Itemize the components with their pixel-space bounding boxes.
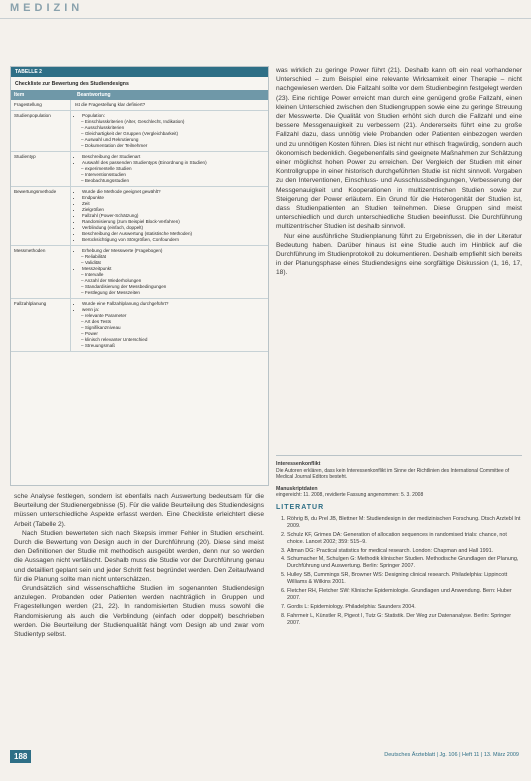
table-label: TABELLE 2 [11, 67, 268, 77]
table-line: – Art des Tests [81, 319, 112, 324]
table-bullet: • Berücksichtigung von Störgrößen, Confoundern [82, 237, 264, 243]
table-cell-item: Messmethoden [11, 246, 71, 298]
table-bullet: • Randomisierung (zum Beispiel Block-Verfahren) [82, 219, 264, 225]
table-row [11, 299, 268, 352]
table-bullet: • Zielgrößen [82, 207, 264, 213]
table-bullet: • Population: [82, 113, 264, 119]
literature-list [276, 516, 522, 627]
conflict-text: Die Autoren erklären, dass kein Interessenkonflikt im Sinne der Richtlinien des International Committee of Medical Journal Editors besteht. [276, 467, 510, 481]
table-cell-answer [71, 111, 268, 151]
table-col-answer: Beantwortung [77, 92, 111, 98]
table-line: – Anzahl der Wiederholungen [81, 278, 142, 283]
table-bullet: • Wurde eine Fallzahlplanung durchgeführt? [82, 301, 264, 307]
body-paragraph: was wirklich zu geringe Power führt (21). Deshalb kann oft ein real vorhandener Unterschied – zum Beispiel eine relevante Wirksamkeit einer Therapie – nicht nachgewiesen werden. Die Fallzahl sollte vor dem Studienbeginn festgelegt werden (23). Eine richtige Power erreicht man durch eine genügend große Fallzahl, einen kleinen Unterschied zwischen den Studiengruppen sowie eine zu geringe Streuung der Messwerte. Die Qualität von Studien erhöht sich durch die Fallzahl und eine bessere Messgenauigkeit zu verbessern (21). Andererseits führt eine zu große Fallzahl dazu, dass unnötig viele Probanden oder Patienten einbezogen werden und zu unnötigen Kosten führen. Dies ist nicht nur ethisch fragwürdig, sondern auch ökonomisch bedenklich. Gegebenenfalls sind geeignete Maßnahmen zur Schätzung einer möglichst hohen Power zu erreichen. Der Vergleich der Studien mit einer Kontrollgruppe in einer historisch durchgeführten Studie ist nicht sinnvoll. Vorgaben zu den Interventionen, Einschluss- und Ausschlussbedingungen, Verbesserung der Messgenauigkeit und Kooperationen in multizentrischen Studien sowie zur Steigerung der Power erläutern. Ein Grund für die Heterogenität der Studien ist, dass Studienpatienten an Studien teilnehmen. Diese Gruppen sind meist unterschiedlich und durch unterschiedliche Studien beeinflusst. Die Durchführung multizentrischer Studien ist deshalb sinnvoll. [276, 67, 522, 231]
body-paragraph: Nur eine ausführliche Studienplanung führt zu Ergebnissen, die in der Literatur Bedeutung haben. Darüber hinaus ist eine Studie auch im Hinblick auf die Durchführung im Studienprotokoll zu dokumentieren. Deshalb empfiehlt sich bereits in der Planungsphase eines Studiendesigns eine sorgfältige Diskussion (1, 16, 17, 18). [276, 232, 522, 277]
table-bullet: • Wurde die Methode geeignet gewählt? [82, 189, 264, 195]
literature-section [276, 505, 522, 629]
info-separator [276, 455, 522, 456]
right-body-text [276, 66, 522, 278]
table-cell-item: Studienpopulation [11, 111, 71, 151]
table-bullet: • Endpunkte [82, 195, 264, 201]
table-cell-item: Fragestellung [11, 100, 71, 110]
table-line: Ist die Fragestellung klar definiert? [75, 102, 146, 107]
table-bullet: • Erhebung der Messwerte (Fragebogen) [82, 248, 264, 254]
body-paragraph: sche Analyse festlegen, sondern ist ebenfalls nach Auswertung bedeutsam für die Beurteilung der Studienergebnisse (5). Für die valide Beurteilung des Studiendesigns müssen unterschiedliche Aspekte erfasst werden. Eine Checkliste erleichtert diese Arbeit (Tabelle 2). [14, 493, 264, 528]
table-line: – Interventionsstudien [81, 172, 126, 177]
table-line: – Ausschlusskriterien [81, 125, 125, 130]
table-cell-answer [71, 100, 268, 110]
article-info-box [276, 449, 522, 499]
table-bullet: • Beschreibung der Studienart [82, 154, 264, 160]
table-line: – relevante Parameter [81, 313, 127, 318]
body-paragraph: Nach Studien bewerteten sich nach Skepsis immer Fehler in Studien erscheint. Durch die Bewertung von Design auch in der Durchführung (20). Diese sind meist den Definitionen der Studie mit methodisch ausgeübt werden, denn nur so werden die Aussagen nicht verfälscht. Deshalb muss die Studie vor der Durchführung genau und detailliert geplant sein und jeder Schritt fest begründet werden. Den Zeitaufwand für die Planung sollte man nicht unterschätzen. [14, 529, 264, 583]
page-header [0, 0, 531, 18]
body-paragraph: Grundsätzlich sind wissenschaftliche Studien im sogenannten Studiendesign anzulegen. Probanden oder Patienten werden nachträglich in Gruppen und Fragestellungen werden (21, 22). In randomisierten Studien muss sowohl die Randomisierung als auch die Verblindung (einfach oder doppelt) beschrieben werden. Die Beurteilung der Studienqualität hängt vom Design ab und zwar vom Studientyp selbst. [14, 585, 264, 639]
table-bullet: • Messzeitpunkt [82, 266, 264, 272]
section-title: MEDIZIN [10, 2, 84, 14]
checklist-table [10, 66, 269, 486]
table-line: – experimentelle Studien [81, 166, 132, 171]
table-cell-answer [71, 152, 268, 186]
table-bullet: • Beschreibung der Auswertung (statistische Methoden) [82, 231, 264, 237]
reference-item: 3. Altman DG: Practical statistics for medical research. London: Chapman and Hall 1991. [287, 548, 522, 555]
table-line: – Standardisierung der Messbedingungen [81, 284, 167, 289]
manuscript-text: eingereicht: 11. 2008, revidierte Fassung angenommen: 5. 3. 2008 [276, 492, 424, 499]
table-title: Checkliste zur Bewertung des Studiendesigns [15, 81, 129, 87]
left-body-text [14, 492, 264, 639]
journal-citation: Deutsches Ärzteblatt | Jg. 106 | Heft 11 | 13. März 2009 [384, 752, 519, 758]
table-cell-answer [71, 246, 268, 298]
table-line: – Power [81, 331, 98, 336]
reference-item: 4. Schumacher M, Schulgen G: Methodik klinischer Studien. Methodische Grundlagen der Planung, Durchführung und Auswertung. Berlin: Springer 2007. [287, 556, 522, 570]
table-row [11, 152, 268, 187]
page-footer [0, 746, 531, 781]
table-line: – Festlegung der Messzeiten [81, 290, 140, 295]
table-header [11, 90, 268, 100]
reference-item: 2. Schulz KF, Grimes DA: Generation of allocation sequences in randomised trials: chance, not choice. Lancet 2002; 359: 515–9. [287, 532, 522, 546]
table-bullet: • wenn ja: [82, 307, 264, 313]
reference-item: 7. Gordis L: Epidemiology. Philadelphia: Saunders 2004. [287, 604, 522, 611]
table-line: – Einschlusskriterien (Alter, Geschlecht, Indikation) [81, 119, 185, 124]
reference-item: 1. Röhrig B, du Prel JB, Blettner M: Studiendesign in der medizinischen Forschung. Dtsch Arztebl Int 2009. [287, 516, 522, 530]
table-line: – Gleichartigkeit der Gruppen (Vergleichbarkeit) [81, 131, 179, 136]
literature-heading: LITERATUR [276, 504, 325, 511]
table-line: – Beobachtungsstudien [81, 178, 130, 183]
reference-item: 6. Fletcher RH, Fletcher SW: Klinische Epidemiologie. Grundlagen und Anwendung. Bern: Huber 2007. [287, 588, 522, 602]
page-number: 188 [10, 750, 31, 763]
table-bullet: • Fallzahl (Power-Schätzung) [82, 213, 264, 219]
table-body [11, 100, 268, 352]
table-line: – Streuungsmaß [81, 343, 115, 348]
table-col-item: Item [14, 92, 25, 98]
table-cell-answer [71, 187, 268, 245]
table-row [11, 187, 268, 246]
table-line: – klinisch relevanter Unterschied [81, 337, 148, 342]
table-bullet: • Verblindung (einfach, doppelt) [82, 225, 264, 231]
table-line: – Intervalle [81, 272, 104, 277]
table-row [11, 246, 268, 299]
reference-item: 8. Fahrmeir L, Künstler R, Pigeot I, Tutz G: Statistik. Der Weg zur Datenanalyse. Berlin: Springer 2007. [287, 613, 522, 627]
table-cell-item: Fallzahlplanung [11, 299, 71, 351]
manuscript-title: Manuskriptdaten [276, 485, 318, 492]
table-cell-answer [71, 299, 268, 351]
table-line: – Reliabilität [81, 254, 107, 259]
table-line: – Signifikanzniveau [81, 325, 121, 330]
table-line: – Auswahl und Rekrutierung [81, 137, 139, 142]
table-bullet: • Zeit [82, 201, 264, 207]
table-cell-item: Bewertungsmethode [11, 187, 71, 245]
conflict-title: Interessenkonflikt [276, 461, 321, 467]
table-row [11, 100, 268, 111]
reference-item: 5. Hulley SB, Cummings SR, Browner WS: Designing clinical research. Philadelphia: Lippincott Williams & Wilkins 2001. [287, 572, 522, 586]
header-rule [0, 18, 531, 19]
table-row [11, 111, 268, 152]
table-cell-item: Studientyp [11, 152, 71, 186]
table-line: – Validität [81, 260, 101, 265]
table-bullet: • Auswahl des passenden Studientyps (Einordnung in Studien) [82, 160, 264, 166]
table-line: – Dokumentation der Teilnehmer [81, 143, 148, 148]
